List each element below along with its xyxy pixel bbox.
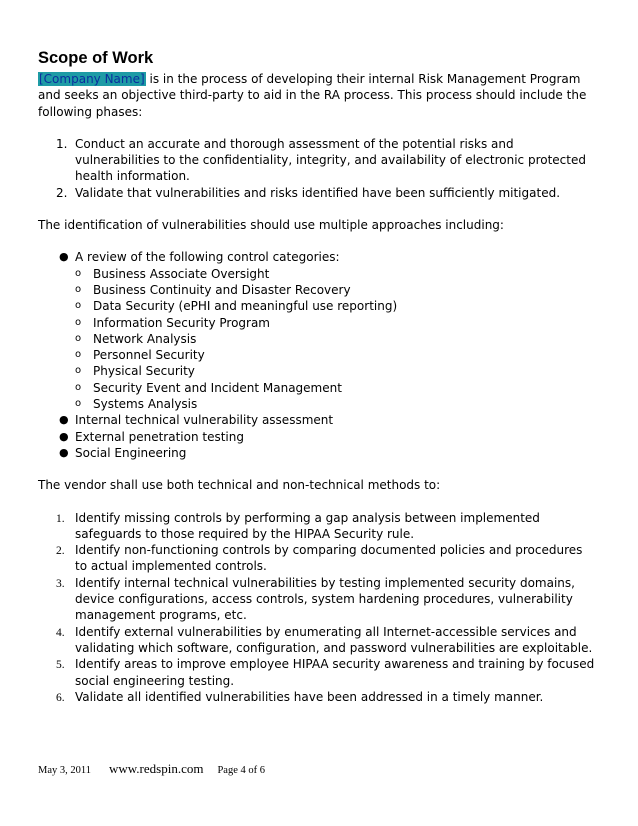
list-item xyxy=(75,315,598,331)
circle-bullet-icon: o xyxy=(75,300,82,312)
list-number: 2. xyxy=(56,185,68,200)
section-heading: Scope of Work xyxy=(38,49,154,67)
list-item xyxy=(38,689,598,705)
list-item-text: Systems Analysis xyxy=(93,397,198,412)
circle-bullet-icon: o xyxy=(75,316,82,328)
list-item xyxy=(75,396,598,412)
list-item xyxy=(38,249,598,412)
list-item-text: Identify missing controls by performing a gap analysis between implemented safeguards to those required by the HIPAA Security rule. xyxy=(75,510,540,541)
list-item xyxy=(38,136,598,185)
list-item-text: Information Security Program xyxy=(93,315,270,330)
list-item-text: Social Engineering xyxy=(75,445,187,460)
list-item xyxy=(75,282,598,298)
list-item-text: Validate all identified vulnerabilities have been addressed in a timely manner. xyxy=(75,689,544,704)
methods-intro: The vendor shall use both technical and non-technical methods to: xyxy=(38,478,441,493)
list-item xyxy=(75,347,598,363)
list-item-text: Data Security (ePHI and meaningful use reporting) xyxy=(93,299,398,314)
list-item xyxy=(38,445,598,461)
list-item-text: Personnel Security xyxy=(93,348,205,363)
list-item-text: Identify non-functioning controls by comparing documented policies and procedures to actual implemented controls. xyxy=(75,543,583,574)
list-number: 4. xyxy=(56,626,65,639)
list-number: 6. xyxy=(56,691,65,704)
list-item xyxy=(38,542,598,575)
list-item-text: Conduct an accurate and thorough assessment of the potential risks and vulnerabilities to the confidentiality, integrity, and availability of electronic protected health information. xyxy=(75,136,586,184)
company-name-placeholder: [Company Name] xyxy=(39,72,145,86)
list-item-text: A review of the following control categories: xyxy=(75,250,340,265)
list-number: 1. xyxy=(56,512,65,525)
circle-bullet-icon: o xyxy=(75,267,82,279)
list-item xyxy=(38,510,598,543)
list-item-text: Business Associate Oversight xyxy=(93,266,270,281)
list-item xyxy=(38,624,598,657)
footer-page-number: Page 4 of 6 xyxy=(217,765,266,776)
list-item-text: Internal technical vulnerability assessment xyxy=(75,413,334,428)
list-item xyxy=(38,656,598,689)
methods-list xyxy=(38,510,598,706)
list-item xyxy=(38,575,598,624)
circle-bullet-icon: o xyxy=(75,365,82,377)
circle-bullet-icon: o xyxy=(75,332,82,344)
intro-paragraph xyxy=(38,71,598,120)
bullet-icon: ● xyxy=(59,445,69,459)
footer-date: May 3, 2011 xyxy=(38,765,91,776)
circle-bullet-icon: o xyxy=(75,381,82,393)
list-item xyxy=(75,331,598,347)
control-categories-list xyxy=(75,266,598,413)
list-item xyxy=(75,363,598,379)
list-item-text: Identify internal technical vulnerabilities by testing implemented security domains, device configurations, access controls, system hardening procedures, vulnerability management programs, etc. xyxy=(75,575,575,623)
list-item xyxy=(75,298,598,314)
bullet-icon: ● xyxy=(59,250,69,264)
approaches-list xyxy=(38,249,598,461)
bullet-icon: ● xyxy=(59,429,69,443)
document-page xyxy=(38,48,598,705)
list-item-text: Identify areas to improve employee HIPAA security awareness and training by focused social engineering testing. xyxy=(75,657,595,688)
list-item xyxy=(75,380,598,396)
footer-url: www.redspin.com xyxy=(108,761,204,776)
list-number: 5. xyxy=(56,659,65,672)
intro-text: is in the process of developing their internal Risk Management Program and seeks an objective third-party to aid in the RA process. This process should include the following phases: xyxy=(38,72,587,119)
list-item-text: Identify external vulnerabilities by enumerating all Internet-accessible services and validating which software, configuration, and password vulnerabilities are exploitable. xyxy=(75,624,593,655)
list-item xyxy=(38,429,598,445)
bullet-icon: ● xyxy=(59,413,69,427)
phases-list xyxy=(38,136,598,201)
list-item xyxy=(38,412,598,428)
list-item xyxy=(75,266,598,282)
list-number: 3. xyxy=(56,577,65,590)
page-footer xyxy=(38,761,265,777)
list-item-text: External penetration testing xyxy=(75,429,244,444)
circle-bullet-icon: o xyxy=(75,398,82,410)
circle-bullet-icon: o xyxy=(75,349,82,361)
list-item-text: Validate that vulnerabilities and risks identified have been sufficiently mitigated. xyxy=(75,185,561,200)
list-item-text: Security Event and Incident Management xyxy=(93,380,342,395)
circle-bullet-icon: o xyxy=(75,283,82,295)
list-item-text: Network Analysis xyxy=(93,331,197,346)
list-item-text: Business Continuity and Disaster Recovery xyxy=(93,282,351,297)
list-item-text: Physical Security xyxy=(93,364,195,379)
list-number: 1. xyxy=(56,136,68,151)
list-item xyxy=(38,185,598,201)
list-number: 2. xyxy=(56,545,65,558)
approaches-intro: The identification of vulnerabilities should use multiple approaches including: xyxy=(38,218,504,233)
